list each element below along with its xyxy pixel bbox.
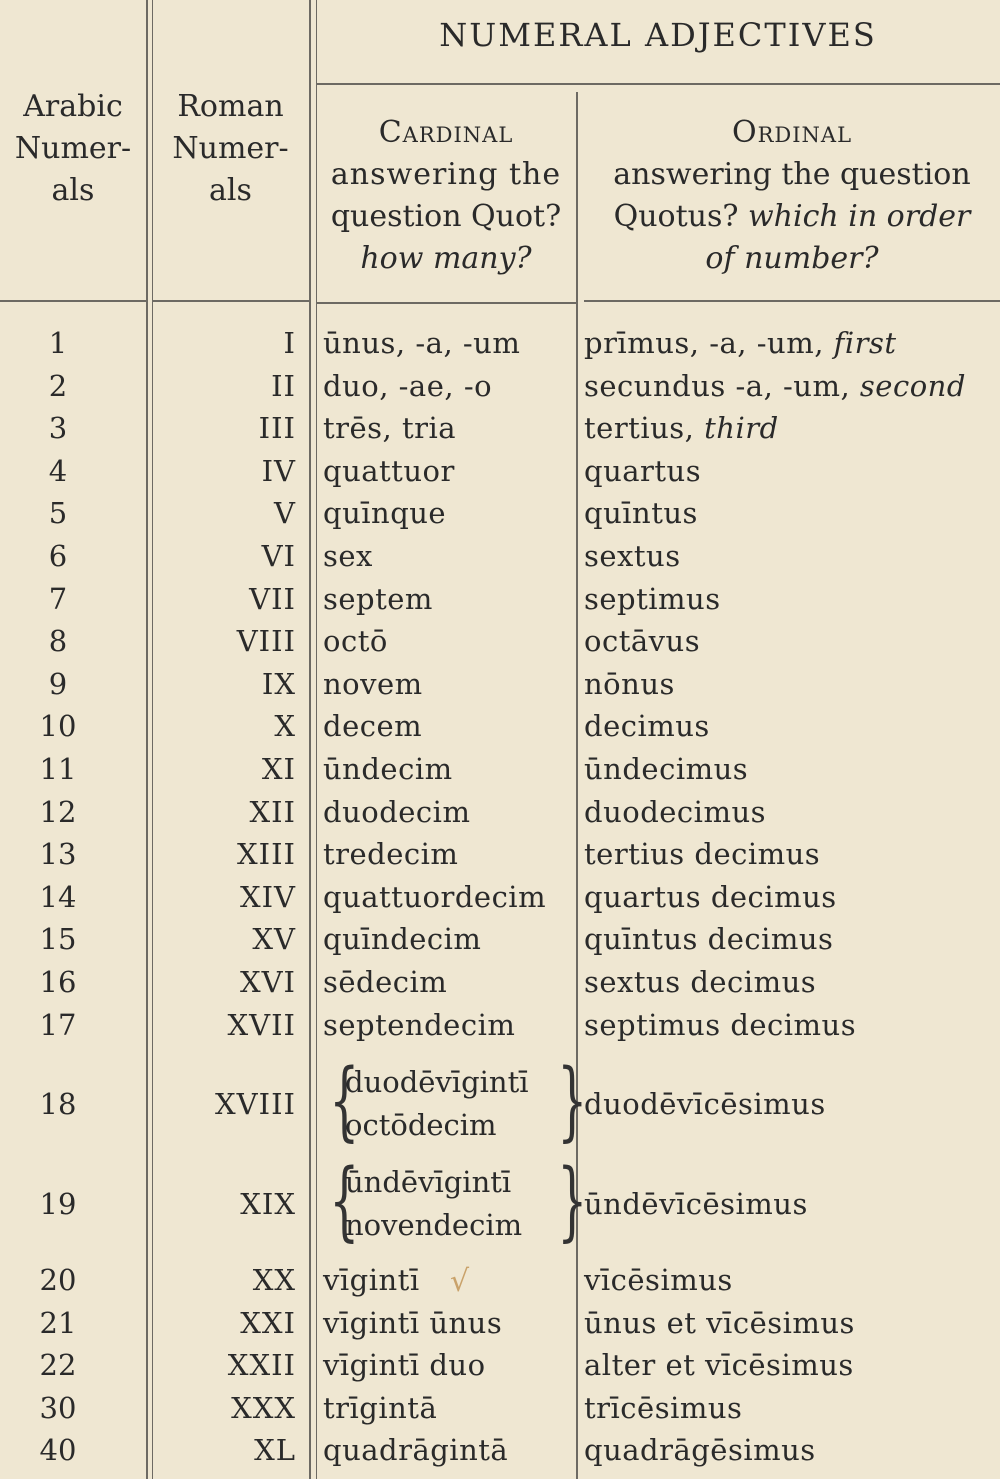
arabic-header-line-2: Numer- [14,131,132,166]
ordinal-word: ūnus et vīcēsimus [584,1305,855,1340]
cardinal-heading: Cardinal [378,115,514,150]
ordinal-gloss-b: of number? [705,241,879,276]
ordinal-word [584,408,1000,448]
arabic-numeral: 30 [39,1390,77,1425]
ordinal-word [584,1005,1000,1045]
cardinal-column-header [316,112,576,280]
roman-numeral: XXI [240,1305,296,1340]
cardinal-gloss: how many? [360,241,532,276]
roman-numeral: XV [252,922,296,957]
ordinal-question: Quotus? [613,199,748,234]
ordinal-latin: quartus decimus [584,879,837,914]
arabic-header-line-1: Arabic [23,89,123,124]
ordinal-latin: tertius decimus [584,837,821,872]
ordinal-english-gloss: second [859,368,966,403]
cardinal-word: septendecim [323,1007,516,1042]
cardinal-alternatives [323,1051,588,1151]
arabic-numeral: 6 [48,539,68,573]
arabic-numeral: 4 [48,453,68,488]
roman-numeral: II [271,368,296,403]
arabic-numeral: 22 [39,1348,77,1383]
rule-roman-1 [309,0,311,1479]
roman-numeral: X [274,709,296,744]
roman-numeral: XI [261,752,296,786]
arabic-numeral: 7 [48,581,68,616]
arabic-numeral: 13 [39,837,77,872]
roman-numeral: XXII [227,1348,296,1383]
cardinal-word: decem [323,709,423,744]
arabic-numeral: 40 [39,1433,77,1468]
rule-under-header-4 [584,300,1000,302]
arabic-numeral: 18 [39,1087,77,1121]
ordinal-word [584,451,1000,491]
ordinal-word [584,493,1000,533]
ordinal-latin: sextus [584,539,681,573]
ordinal-word [584,323,1000,363]
roman-numeral: VII [249,581,296,616]
cardinal-desc-1: answering the [330,157,562,192]
cardinal-word: duo, -ae, -o [323,368,493,403]
ordinal-word: duodēvīcēsimus [584,1087,826,1121]
arabic-header-line-3: als [51,173,95,208]
cardinal-word: trīgintā [323,1390,438,1425]
ordinal-word [584,834,1000,874]
roman-numeral: VI [261,539,296,573]
roman-numeral: XII [249,794,296,829]
ordinal-word [584,919,1000,959]
roman-numeral: XXX [231,1390,296,1425]
arabic-numeral: 3 [48,411,68,446]
roman-numeral: XVII [227,1007,296,1042]
ordinal-word [584,621,1000,661]
arabic-numeral: 1 [48,326,68,360]
rule-under-header-2 [152,300,309,302]
ordinal-column-header [584,112,1000,280]
table-title: NUMERAL ADJECTIVES [439,16,877,54]
arabic-numeral: 8 [48,624,68,659]
ordinal-word [584,877,1000,917]
arabic-numeral: 16 [39,965,77,999]
cardinal-word: sex [323,539,373,573]
left-brace: { [329,1051,360,1151]
arabic-numeral: 10 [39,709,77,744]
ordinal-word [584,706,1000,746]
rule-left-1 [146,0,148,1479]
cardinal-word: duodēvīgintī [345,1065,529,1099]
cardinal-word: vīgintī ūnus [323,1305,503,1340]
cardinal-word: quattuor [323,453,455,488]
cardinal-word: ūndecim [323,752,453,786]
rule-under-header-3 [316,302,576,304]
roman-numeral: XIII [236,837,296,872]
ordinal-word [584,664,1000,704]
rule-under-header-1 [0,300,146,302]
roman-numeral: I [283,326,296,360]
ordinal-english-gloss: third [704,411,779,446]
ordinal-word: alter et vīcēsimus [584,1348,854,1383]
ordinal-latin: septimus [584,581,721,616]
ordinal-heading: Ordinal [731,115,853,150]
ordinal-latin: octāvus [584,624,701,659]
cardinal-word: novem [323,666,423,701]
ordinal-word: ūndēvīcēsimus [584,1187,808,1221]
ordinal-latin: nōnus [584,666,675,701]
roman-numeral: VIII [236,624,296,659]
cardinal-word: vīgintī [323,1263,420,1297]
roman-numeral: XIV [239,879,296,914]
ordinal-desc-2 [584,196,1000,238]
roman-column-header [152,86,309,212]
arabic-numeral: 15 [39,922,77,957]
ordinal-word: trīcēsimus [584,1390,743,1425]
right-brace: } [557,1051,588,1151]
roman-header-line-3: als [209,173,252,208]
arabic-numeral: 21 [39,1305,77,1340]
arabic-numeral: 14 [39,879,77,914]
ordinal-latin: secundus -a, -um, [584,368,860,403]
cardinal-word: ūndēvīgintī [345,1165,512,1199]
roman-numeral: V [274,496,296,531]
cardinal-word: quīndecim [323,922,482,957]
ordinal-latin: quīntus decimus [584,922,834,957]
checkmark-annotation: √ [450,1264,470,1299]
arabic-column-header [0,86,146,212]
arabic-numeral: 20 [39,1263,77,1297]
arabic-numeral: 12 [39,794,77,829]
roman-numeral: XX [252,1263,296,1297]
rule-card-ord [576,92,578,1479]
ordinal-word [584,579,1000,619]
ordinal-latin: quartus [584,453,702,488]
ordinal-latin: septimus decimus [584,1007,857,1042]
ordinal-word: quadrāgēsimus [584,1433,816,1468]
roman-numeral: XVIII [215,1087,296,1121]
arabic-numeral: 5 [48,496,68,531]
ordinal-latin: decimus [584,709,710,744]
cardinal-word: septem [323,581,433,616]
cardinal-word: ūnus, -a, -um [323,326,521,360]
cardinal-word: novendecim [345,1208,523,1242]
cardinal-word: quattuordecim [323,879,547,914]
roman-numeral: IX [261,666,296,701]
ordinal-desc-1: answering the question [613,157,971,192]
ordinal-latin: ūndecimus [584,752,749,786]
ordinal-latin: prīmus, -a, -um, [584,326,834,360]
cardinal-alternatives [323,1151,588,1251]
ordinal-word [584,366,1000,406]
arabic-numeral: 2 [48,368,68,403]
right-brace: } [557,1151,588,1251]
cardinal-word: octōdecim [345,1108,497,1142]
cardinal-word: trēs, tria [323,411,457,446]
arabic-numeral: 11 [39,752,77,786]
cardinal-word: vīgintī duo [323,1348,486,1383]
ordinal-latin: tertius, [584,411,705,446]
left-brace: { [329,1151,360,1251]
ordinal-latin: duodecimus [584,794,767,829]
ordinal-latin: sextus decimus [584,965,817,999]
cardinal-word: quīnque [323,496,447,531]
roman-numeral: XIX [240,1187,296,1221]
ordinal-word [584,536,1000,576]
arabic-numeral: 17 [39,1007,77,1042]
cardinal-word: quadrāgintā [323,1433,509,1468]
arabic-numeral: 19 [39,1187,77,1221]
ordinal-word [584,792,1000,832]
ordinal-word [584,962,1000,1002]
cardinal-word: octō [323,624,388,659]
arabic-numeral: 9 [48,666,68,701]
roman-numeral: XL [254,1433,296,1468]
ordinal-word: vīcēsimus [584,1263,733,1297]
roman-header-line-1: Roman [177,89,284,124]
roman-header-line-2: Numer- [172,131,289,166]
ordinal-word [584,749,1000,789]
cardinal-word: duodecim [323,794,471,829]
cardinal-desc-2: question Quot? [330,199,562,234]
cardinal-word: tredecim [323,837,459,872]
roman-numeral: III [258,411,296,446]
cardinal-word: sēdecim [323,965,448,999]
rule-under-title [316,83,1000,85]
ordinal-latin: quīntus [584,496,698,531]
ordinal-english-gloss: first [833,326,897,360]
ordinal-gloss-a: which in order [747,199,971,234]
roman-numeral: XVI [239,965,296,999]
roman-numeral: IV [261,453,296,488]
